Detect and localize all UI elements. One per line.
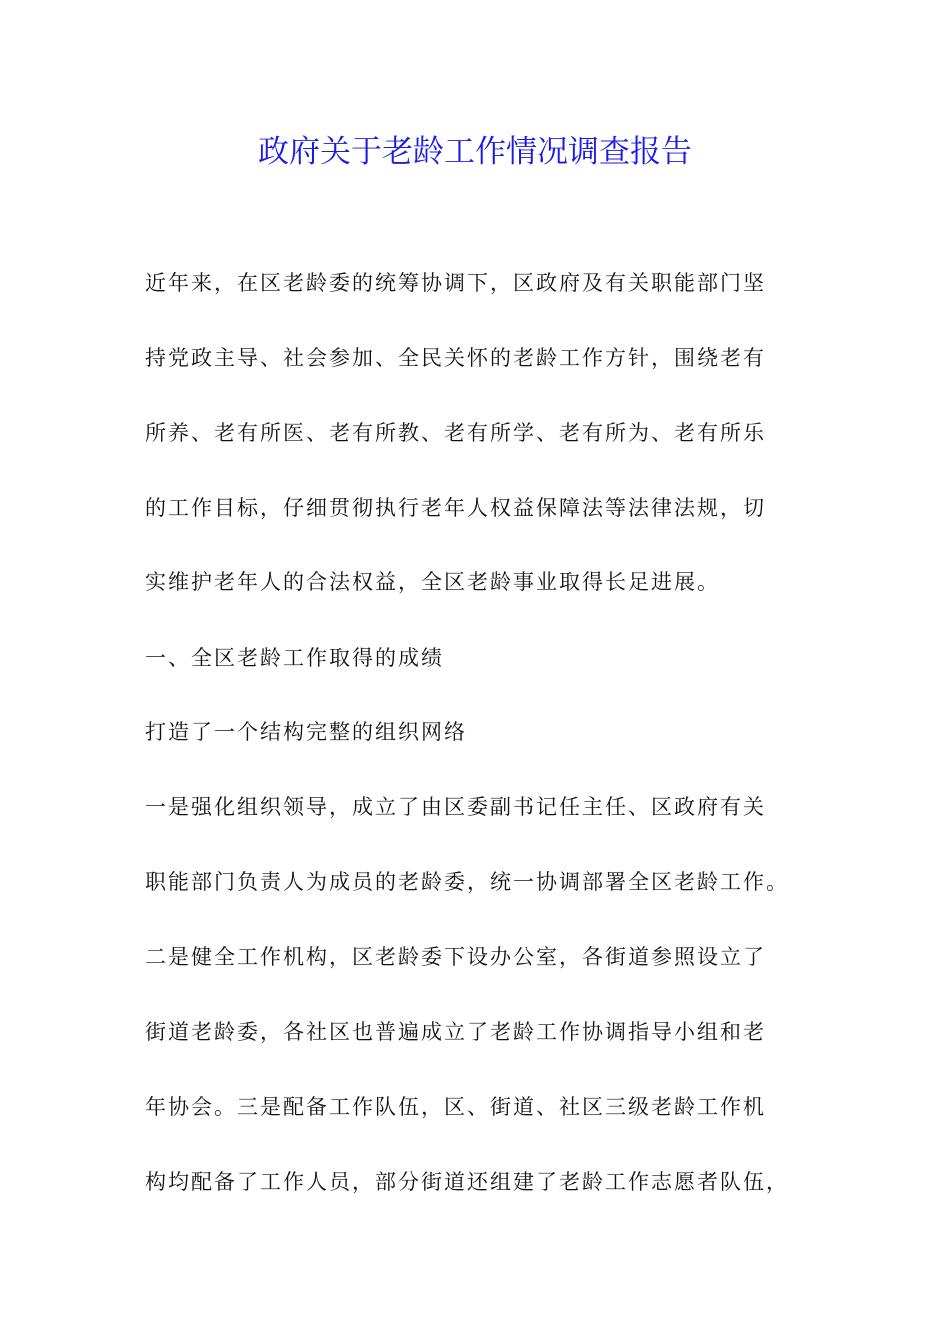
- body-line: 年协会。三是配备工作队伍，区、街道、社区三级老龄工作机: [145, 1095, 766, 1119]
- body-line: 一是强化组织领导，成立了由区委副书记任主任、区政府有关: [145, 795, 766, 819]
- body-line: 二是健全工作机构，区老龄委下设办公室，各街道参照设立了: [145, 945, 766, 969]
- body-line: 持党政主导、社会参加、全民关怀的老龄工作方针，围绕老有: [145, 346, 766, 370]
- body-line: 所养、老有所医、老有所教、老有所学、老有所为、老有所乐: [145, 421, 766, 445]
- body-line: 职能部门负责人为成员的老龄委，统一协调部署全区老龄工作。: [145, 870, 789, 894]
- body-line: 街道老龄委，各社区也普遍成立了老龄工作协调指导小组和老: [145, 1020, 766, 1044]
- body-line: 近年来，在区老龄委的统筹协调下，区政府及有关职能部门坚: [145, 271, 766, 295]
- body-line: 构均配备了工作人员，部分街道还组建了老龄工作志愿者队伍，: [145, 1170, 789, 1194]
- section-heading: 一、全区老龄工作取得的成绩: [145, 646, 444, 670]
- subsection-heading: 打造了一个结构完整的组织网络: [145, 720, 467, 744]
- body-line: 的工作目标，仔细贯彻执行老年人权益保障法等法律法规，切: [145, 496, 766, 520]
- body-line: 实维护老年人的合法权益，全区老龄事业取得长足进展。: [145, 570, 720, 594]
- document-title: 政府关于老龄工作情况调查报告: [258, 134, 692, 170]
